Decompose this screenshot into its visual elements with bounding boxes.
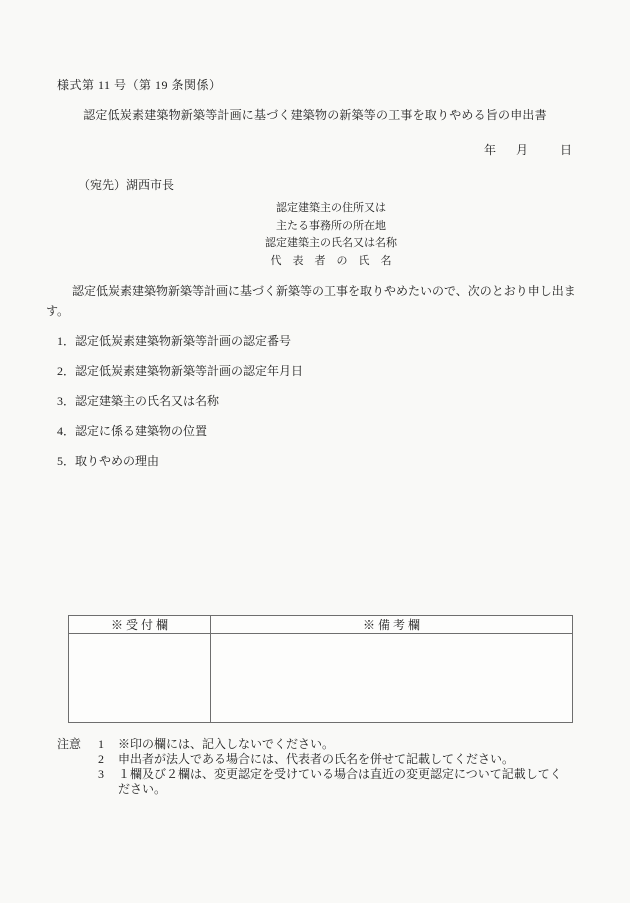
remarks-cell	[211, 634, 573, 723]
date-line	[484, 141, 579, 157]
note-row-1	[57, 737, 578, 752]
note-row-3	[57, 767, 578, 797]
list-item-3: 3．認定建築主の氏名又は名称	[57, 394, 220, 408]
note-1-number: 1	[98, 737, 104, 751]
applicant-info-labels	[198, 200, 464, 270]
document-title: 認定低炭素建築物新築等計画に基づく建築物の新築等の工事を取りやめる旨の申出書	[83, 108, 547, 122]
list-item-4: 4．認定に係る建築物の位置	[57, 424, 208, 438]
date-year-label: 年	[484, 143, 497, 157]
note-row-2	[57, 752, 578, 767]
table-header-row	[69, 616, 573, 634]
applicant-name-label: 認定建築主の氏名又は名称	[265, 237, 397, 249]
notes-label: 注意	[57, 737, 82, 751]
date-day-label: 日	[560, 143, 573, 157]
applicant-address-label-line2: 主たる事務所の所在地	[276, 219, 386, 232]
date-month-label: 月	[516, 143, 529, 157]
list-item-5: 5．取りやめの理由	[57, 454, 160, 468]
note-3-number: 3	[98, 767, 104, 781]
remarks-column-header: ※ 備 考 欄	[211, 616, 573, 634]
note-1-text: ※印の欄には、記入しないでください。	[118, 737, 335, 751]
note-2-number: 2	[98, 752, 104, 766]
list-item-1: 1．認定低炭素建築物新築等計画の認定番号	[57, 334, 292, 348]
form-number: 様式第 11 号（第 19 条関係）	[57, 78, 222, 92]
note-3-text: １欄及び２欄は、変更認定を受けている場合は直近の変更認定について記載してください。	[118, 767, 562, 796]
list-item-2: 2．認定低炭素建築物新築等計画の認定年月日	[57, 364, 304, 378]
note-2-text: 申出者が法人である場合には、代表者の氏名を併せて記載してください。	[118, 752, 515, 766]
table-body-row	[69, 634, 573, 723]
receipt-column-header: ※ 受 付 欄	[69, 616, 211, 634]
item-list	[57, 335, 577, 485]
recipient-line: （宛先）湖西市長	[78, 178, 175, 192]
body-paragraph: 認定低炭素建築物新築等計画に基づく新築等の工事を取りやめたいので、次のとおり申し出ます。	[46, 284, 576, 318]
representative-name-label: 代 表 者 の 氏 名	[270, 254, 392, 267]
notes-section	[57, 737, 578, 797]
receipt-remarks-table	[68, 615, 573, 723]
receipt-cell	[69, 634, 211, 723]
applicant-address-label-line1: 認定建築主の住所又は	[276, 202, 386, 214]
